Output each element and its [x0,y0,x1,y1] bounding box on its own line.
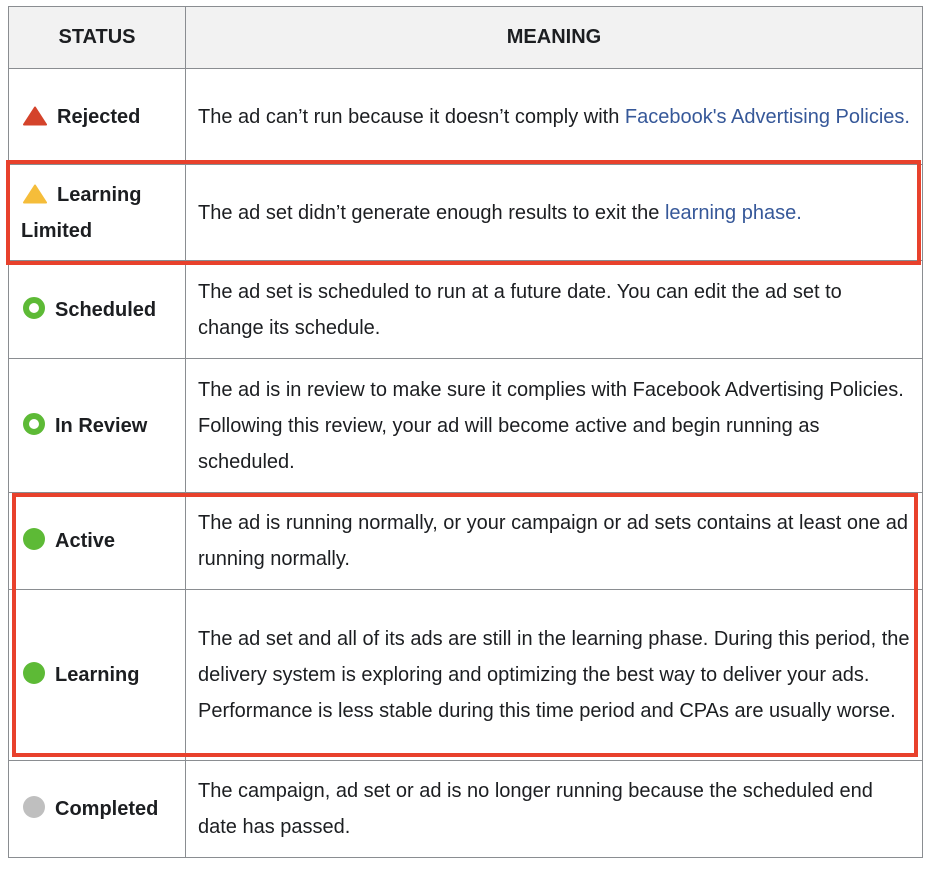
status-label: In Review [55,414,148,437]
status-cell [9,261,186,359]
table-row-learning-limited [9,165,923,261]
status-table [8,6,923,858]
meaning-cell: The campaign, ad set or ad is no longer running because the scheduled end date has passed. [186,761,923,858]
table-row-learning [9,590,923,761]
status-cell [9,761,186,858]
green-dot-icon [23,662,45,684]
gray-dot-icon [23,796,45,818]
advertising-policies-link[interactable]: Facebook's Advertising Policies. [624,105,910,128]
status-column-header: STATUS [9,7,186,69]
meaning-cell [186,69,923,165]
status-label: Active [55,530,116,552]
status-cell [9,165,186,261]
green-ring-icon [23,297,45,319]
table-row-in-review [9,359,923,493]
meaning-column-header: MEANING [186,7,923,69]
red-triangle-icon [23,106,47,126]
meaning-cell [186,165,923,261]
status-label: Scheduled [55,298,157,321]
meaning-cell: The ad is in review to make sure it complies with Facebook Advertising Policies. Following this review, your ad will become active and begin running as scheduled. [186,359,923,493]
status-label-line2: Limited [21,219,93,242]
status-cell [9,359,186,493]
meaning-cell: The ad is running normally, or your campaign or ad sets contains at least one ad running normally. [186,493,923,590]
status-label: Completed [55,798,159,820]
status-cell [9,590,186,761]
meaning-cell: The ad set is scheduled to run at a future date. You can edit the ad set to change its schedule. [186,261,923,359]
meaning-cell: The ad set and all of its ads are still in the learning phase. During this period, the delivery system is exploring and optimizing the best way to deliver your ads. Performance is less stable during this time period and CPAs are usually worse. [186,590,923,761]
green-ring-icon [23,413,45,435]
header-row [9,7,923,69]
green-dot-icon [23,528,45,550]
yellow-triangle-icon [23,184,47,204]
status-label: Rejected [57,105,141,128]
status-label-line1: Learning [57,183,142,206]
status-cell [9,69,186,165]
meaning-text: The ad set didn’t generate enough results to exit the [198,201,665,224]
table-row-scheduled [9,261,923,359]
table-row-completed [9,761,923,858]
learning-phase-link[interactable]: learning phase. [664,201,802,224]
table-row-active [9,493,923,590]
meaning-text: The ad can’t run because it doesn’t comply with [198,105,625,128]
status-label: Learning [55,664,140,686]
status-cell [9,493,186,590]
table-row-rejected [9,69,923,165]
